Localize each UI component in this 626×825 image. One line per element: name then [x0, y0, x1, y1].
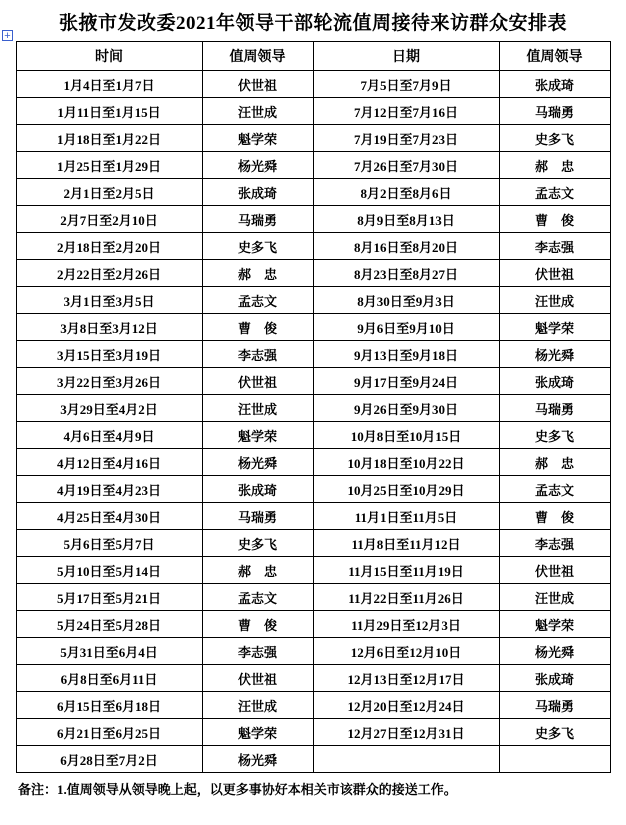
cell-leader-2: 张成琦	[499, 368, 610, 395]
cell-date-2: 7月26日至7月30日	[313, 152, 499, 179]
cell-time-1: 5月6日至5月7日	[16, 530, 202, 557]
column-header-time-1: 时间	[16, 42, 202, 71]
table-row	[16, 530, 610, 557]
cell-leader-1: 李志强	[202, 341, 313, 368]
cell-leader-2: 史多飞	[499, 125, 610, 152]
cell-time-1: 5月10日至5月14日	[16, 557, 202, 584]
table-row	[16, 476, 610, 503]
cell-time-1: 5月31日至6月4日	[16, 638, 202, 665]
table-row	[16, 206, 610, 233]
cell-date-2: 7月12日至7月16日	[313, 98, 499, 125]
cell-leader-2: 杨光舜	[499, 638, 610, 665]
cell-leader-1: 孟志文	[202, 287, 313, 314]
cell-date-2: 9月17日至9月24日	[313, 368, 499, 395]
cell-leader-2: 郝 忠	[499, 449, 610, 476]
cell-date-2: 9月26日至9月30日	[313, 395, 499, 422]
table-row	[16, 746, 610, 773]
cell-leader-2: 曹 俊	[499, 503, 610, 530]
cell-leader-2: 李志强	[499, 530, 610, 557]
cell-leader-2: 杨光舜	[499, 341, 610, 368]
cell-date-2: 11月22日至11月26日	[313, 584, 499, 611]
cell-time-1: 2月22日至2月26日	[16, 260, 202, 287]
cell-time-1: 3月1日至3月5日	[16, 287, 202, 314]
cell-leader-1: 魁学荣	[202, 125, 313, 152]
cell-date-2: 8月9日至8月13日	[313, 206, 499, 233]
cell-time-1: 1月4日至1月7日	[16, 71, 202, 98]
table-row	[16, 638, 610, 665]
cell-leader-1: 杨光舜	[202, 746, 313, 773]
cell-leader-1: 汪世成	[202, 692, 313, 719]
cell-leader-1: 伏世祖	[202, 368, 313, 395]
cell-leader-1: 郝 忠	[202, 260, 313, 287]
cell-leader-2: 郝 忠	[499, 152, 610, 179]
table-row	[16, 71, 610, 98]
table-row	[16, 233, 610, 260]
cell-date-2: 11月15日至11月19日	[313, 557, 499, 584]
table-row	[16, 152, 610, 179]
cell-time-1: 4月19日至4月23日	[16, 476, 202, 503]
cell-leader-1: 马瑞勇	[202, 503, 313, 530]
cell-leader-2: 李志强	[499, 233, 610, 260]
cell-leader-1: 孟志文	[202, 584, 313, 611]
table-row	[16, 98, 610, 125]
cell-leader-1: 魁学荣	[202, 719, 313, 746]
cell-leader-1: 汪世成	[202, 98, 313, 125]
cell-leader-2: 魁学荣	[499, 611, 610, 638]
cell-leader-1: 伏世祖	[202, 71, 313, 98]
cell-date-2: 10月18日至10月22日	[313, 449, 499, 476]
cell-date-2: 8月23日至8月27日	[313, 260, 499, 287]
cell-time-1: 5月24日至5月28日	[16, 611, 202, 638]
footnote-text: 备注：1.值周领导从领导晚上起，以更多事协好本相关市该群众的接送工作。	[18, 782, 457, 797]
table-row	[16, 719, 610, 746]
cell-time-1: 1月25日至1月29日	[16, 152, 202, 179]
cell-leader-2: 魁学荣	[499, 314, 610, 341]
cell-time-1: 1月11日至1月15日	[16, 98, 202, 125]
cell-leader-2: 伏世祖	[499, 557, 610, 584]
table-row	[16, 692, 610, 719]
cell-date-2: 9月6日至9月10日	[313, 314, 499, 341]
cell-date-2: 9月13日至9月18日	[313, 341, 499, 368]
cell-leader-2: 孟志文	[499, 476, 610, 503]
cell-time-1: 2月18日至2月20日	[16, 233, 202, 260]
table-row	[16, 395, 610, 422]
table-row	[16, 341, 610, 368]
cell-leader-1: 魁学荣	[202, 422, 313, 449]
table-row	[16, 287, 610, 314]
table-row	[16, 584, 610, 611]
table-header-row	[16, 42, 610, 71]
cell-leader-2: 汪世成	[499, 287, 610, 314]
cell-leader-1: 杨光舜	[202, 152, 313, 179]
cell-date-2: 7月19日至7月23日	[313, 125, 499, 152]
cell-date-2: 8月2日至8月6日	[313, 179, 499, 206]
cell-leader-2: 张成琦	[499, 665, 610, 692]
cell-date-2: 10月25日至10月29日	[313, 476, 499, 503]
cell-time-1: 6月21日至6月25日	[16, 719, 202, 746]
table-row	[16, 611, 610, 638]
cell-leader-2: 汪世成	[499, 584, 610, 611]
cell-date-2: 8月16日至8月20日	[313, 233, 499, 260]
cell-leader-2: 马瑞勇	[499, 98, 610, 125]
cell-date-2: 12月27日至12月31日	[313, 719, 499, 746]
table-row	[16, 665, 610, 692]
cell-leader-1: 李志强	[202, 638, 313, 665]
cell-time-1: 6月28日至7月2日	[16, 746, 202, 773]
table-row	[16, 503, 610, 530]
cell-leader-1: 曹 俊	[202, 611, 313, 638]
table-row	[16, 449, 610, 476]
cell-leader-1: 郝 忠	[202, 557, 313, 584]
cell-leader-2: 史多飞	[499, 422, 610, 449]
cell-date-2: 10月8日至10月15日	[313, 422, 499, 449]
schedule-table-body	[16, 71, 610, 773]
cell-date-2: 11月1日至11月5日	[313, 503, 499, 530]
cell-leader-1: 汪世成	[202, 395, 313, 422]
table-row	[16, 125, 610, 152]
cell-leader-1: 张成琦	[202, 476, 313, 503]
cell-time-1: 3月15日至3月19日	[16, 341, 202, 368]
cell-time-1: 3月29日至4月2日	[16, 395, 202, 422]
cell-date-2	[313, 746, 499, 773]
cell-leader-1: 伏世祖	[202, 665, 313, 692]
cell-time-1: 5月17日至5月21日	[16, 584, 202, 611]
column-header-leader-2: 值周领导	[499, 42, 610, 71]
cell-leader-1: 杨光舜	[202, 449, 313, 476]
cell-time-1: 2月7日至2月10日	[16, 206, 202, 233]
cell-time-1: 6月8日至6月11日	[16, 665, 202, 692]
column-header-leader-1: 值周领导	[202, 42, 313, 71]
cell-leader-2: 伏世祖	[499, 260, 610, 287]
schedule-table	[16, 41, 611, 773]
cell-leader-2: 张成琦	[499, 71, 610, 98]
cell-leader-2	[499, 746, 610, 773]
cell-date-2: 12月6日至12月10日	[313, 638, 499, 665]
cell-leader-2: 孟志文	[499, 179, 610, 206]
cell-time-1: 6月15日至6月18日	[16, 692, 202, 719]
cell-time-1: 2月1日至2月5日	[16, 179, 202, 206]
cell-time-1: 1月18日至1月22日	[16, 125, 202, 152]
cell-leader-1: 曹 俊	[202, 314, 313, 341]
cell-leader-1: 马瑞勇	[202, 206, 313, 233]
table-row	[16, 557, 610, 584]
page-title: 张掖市发改委2021年领导干部轮流值周接待来访群众安排表	[58, 13, 567, 34]
cell-leader-2: 马瑞勇	[499, 395, 610, 422]
cell-date-2: 11月29日至12月3日	[313, 611, 499, 638]
cell-leader-1: 史多飞	[202, 530, 313, 557]
table-row	[16, 314, 610, 341]
cell-date-2: 12月20日至12月24日	[313, 692, 499, 719]
cell-time-1: 4月6日至4月9日	[16, 422, 202, 449]
cell-leader-2: 史多飞	[499, 719, 610, 746]
table-row	[16, 179, 610, 206]
cell-time-1: 3月22日至3月26日	[16, 368, 202, 395]
cell-leader-2: 马瑞勇	[499, 692, 610, 719]
cell-leader-1: 张成琦	[202, 179, 313, 206]
table-row	[16, 422, 610, 449]
cell-leader-1: 史多飞	[202, 233, 313, 260]
corner-marker-icon: +	[2, 30, 13, 41]
cell-date-2: 8月30日至9月3日	[313, 287, 499, 314]
cell-leader-2: 曹 俊	[499, 206, 610, 233]
table-row	[16, 260, 610, 287]
cell-time-1: 4月25日至4月30日	[16, 503, 202, 530]
column-header-date-2: 日期	[313, 42, 499, 71]
cell-date-2: 12月13日至12月17日	[313, 665, 499, 692]
cell-time-1: 4月12日至4月16日	[16, 449, 202, 476]
cell-date-2: 7月5日至7月9日	[313, 71, 499, 98]
cell-date-2: 11月8日至11月12日	[313, 530, 499, 557]
table-row	[16, 368, 610, 395]
cell-time-1: 3月8日至3月12日	[16, 314, 202, 341]
